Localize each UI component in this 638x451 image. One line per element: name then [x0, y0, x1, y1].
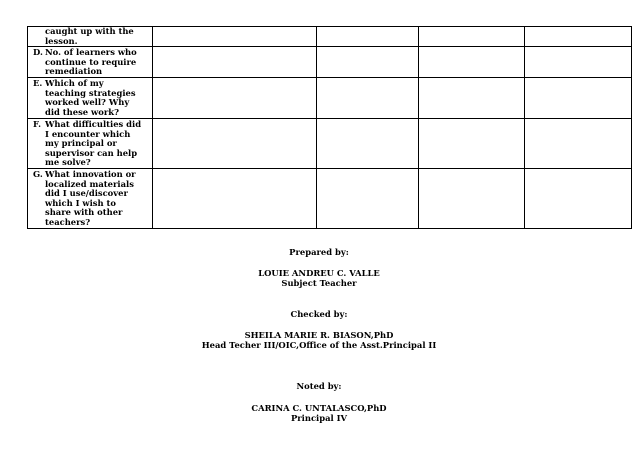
- prepared-by-title: Subject Teacher: [281, 278, 357, 288]
- empty-cell: [525, 168, 632, 228]
- empty-cell: [419, 47, 525, 78]
- question-cell: [28, 168, 153, 228]
- question-letter: D.: [33, 47, 43, 58]
- empty-cell: [317, 118, 419, 168]
- question-letter: E.: [33, 77, 43, 88]
- noted-by-name: CARINA C. UNTALASCO,PhD: [251, 403, 387, 413]
- empty-cell: [419, 27, 525, 47]
- checked-by-label: Checked by:: [290, 309, 348, 319]
- table-row: [28, 77, 632, 118]
- question-cell: [28, 77, 153, 118]
- empty-cell: [317, 168, 419, 228]
- question-cell: [28, 118, 153, 168]
- empty-cell: [419, 168, 525, 228]
- prepared-by-name: LOUIE ANDREU C. VALLE: [258, 268, 380, 278]
- empty-cell: [153, 77, 317, 118]
- empty-cell: [525, 118, 632, 168]
- noted-by-label: Noted by:: [296, 381, 342, 391]
- empty-cell: [317, 77, 419, 118]
- empty-cell: [419, 77, 525, 118]
- checked-by-title: Head Techer III/OIC,Office of the Asst.Principal II: [201, 340, 437, 350]
- empty-cell: [525, 47, 632, 78]
- question-cell: [28, 47, 153, 78]
- table-row: [28, 47, 632, 78]
- empty-cell: [525, 77, 632, 118]
- empty-cell: [153, 168, 317, 228]
- noted-by-title: Principal IV: [290, 413, 348, 423]
- empty-cell: [153, 47, 317, 78]
- empty-cell: [317, 27, 419, 47]
- empty-cell: [153, 118, 317, 168]
- empty-cell: [317, 47, 419, 78]
- question-text: What innovation or localized materials did I use/discover which I wish to share with other teachers?: [45, 168, 136, 227]
- table-row: [28, 168, 632, 228]
- question-letter: F.: [33, 118, 42, 129]
- empty-cell: [525, 27, 632, 47]
- question-letter: G.: [33, 168, 43, 179]
- question-text: caught up with the lesson.: [45, 26, 134, 46]
- prepared-by-label: Prepared by:: [289, 247, 349, 257]
- reflection-table: [27, 26, 632, 229]
- empty-cell: [153, 27, 317, 47]
- checked-by-name: SHEILA MARIE R. BIASON,PhD: [244, 330, 394, 340]
- question-text: No. of learners who continue to require remediation: [45, 47, 137, 77]
- question-text: Which of my teaching strategies worked well? Why did these work?: [45, 77, 136, 117]
- table-row: [28, 27, 632, 47]
- table-row: [28, 118, 632, 168]
- empty-cell: [419, 118, 525, 168]
- question-text: What difficulties did I encounter which my principal or supervisor can help me solve?: [45, 118, 142, 168]
- question-cell: [28, 27, 153, 47]
